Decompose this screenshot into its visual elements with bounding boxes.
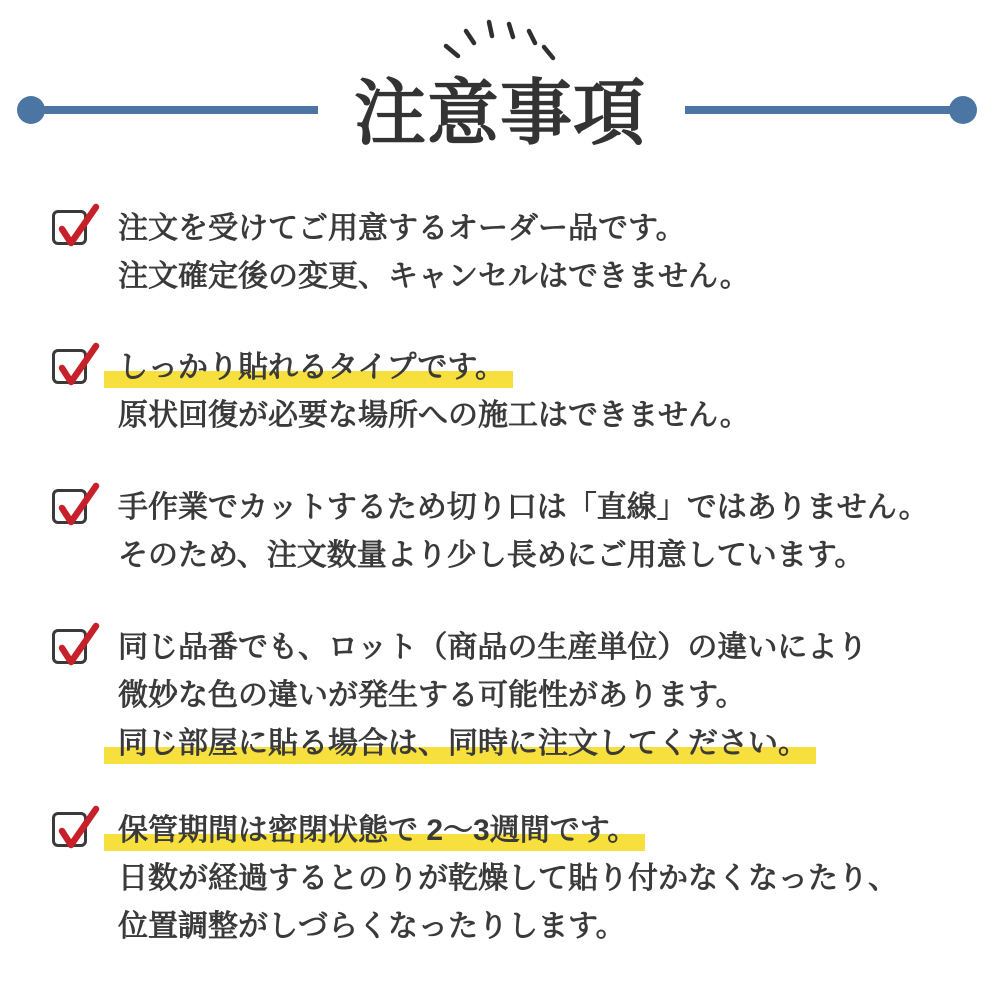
notice-item-storage-period	[52, 807, 898, 951]
notice-item-lot-color	[52, 624, 867, 768]
red-check-icon	[55, 213, 90, 248]
divider-dot-right	[949, 96, 977, 124]
notice-line	[118, 807, 898, 855]
notice-line	[118, 532, 929, 580]
notice-line-text: 原状回復が必要な場所への施工はできません。	[118, 399, 750, 432]
notice-line	[118, 672, 867, 720]
red-check-icon	[55, 632, 90, 667]
notice-line	[118, 392, 750, 440]
notice-line-text: 位置調整がしづらくなったりします。	[118, 910, 626, 943]
notice-line-text: 注文確定後の変更、キャンセルはできません。	[118, 260, 750, 293]
notice-line	[118, 484, 929, 532]
highlighted-text: 同じ部屋に貼る場合は、同時に注文してください。	[104, 720, 816, 768]
divider-line-right	[685, 106, 951, 114]
page-title: 注意事項	[353, 74, 646, 154]
notice-line-text: 手作業でカットするため切り口は「直線」ではありません。	[118, 491, 929, 524]
highlighted-text: しっかり貼れるタイプです。	[104, 344, 513, 392]
notice-line-text: 同じ品番でも、ロット（商品の生産単位）の違いにより	[118, 631, 868, 664]
notice-line	[118, 205, 750, 253]
red-check-icon	[55, 815, 90, 850]
notice-line-text: 微妙な色の違いが発生する可能性があります。	[118, 679, 746, 712]
notice-text	[118, 344, 750, 440]
notice-item-adhesive-type	[52, 344, 750, 440]
checkbox-checked-icon	[52, 489, 87, 524]
notice-line	[118, 624, 867, 672]
highlighted-text: 保管期間は密閉状態で 2〜3週間です。	[104, 807, 645, 855]
notice-item-order-made	[52, 205, 750, 301]
checkbox-checked-icon	[52, 349, 87, 384]
notice-text	[118, 484, 929, 580]
notice-line-text: そのため、注文数量より少し長めにご用意しています。	[118, 539, 865, 572]
notice-text	[118, 807, 898, 951]
notice-line	[118, 903, 898, 951]
notice-line	[118, 344, 750, 392]
notice-item-hand-cut	[52, 484, 929, 580]
notice-line	[118, 720, 867, 768]
notice-line	[118, 253, 750, 301]
emphasis-rays-icon	[435, 8, 561, 66]
checkbox-checked-icon	[52, 629, 87, 664]
notice-line-text: 注文を受けてご用意するオーダー品です。	[118, 212, 686, 245]
notice-line	[118, 855, 898, 903]
red-check-icon	[55, 492, 90, 527]
notice-line-text: 日数が経過するとのりが乾燥して貼り付かなくなったり、	[118, 862, 898, 895]
notice-text	[118, 624, 867, 768]
red-check-icon	[55, 352, 90, 387]
notice-text	[118, 205, 750, 301]
checkbox-checked-icon	[52, 812, 87, 847]
checkbox-checked-icon	[52, 210, 87, 245]
